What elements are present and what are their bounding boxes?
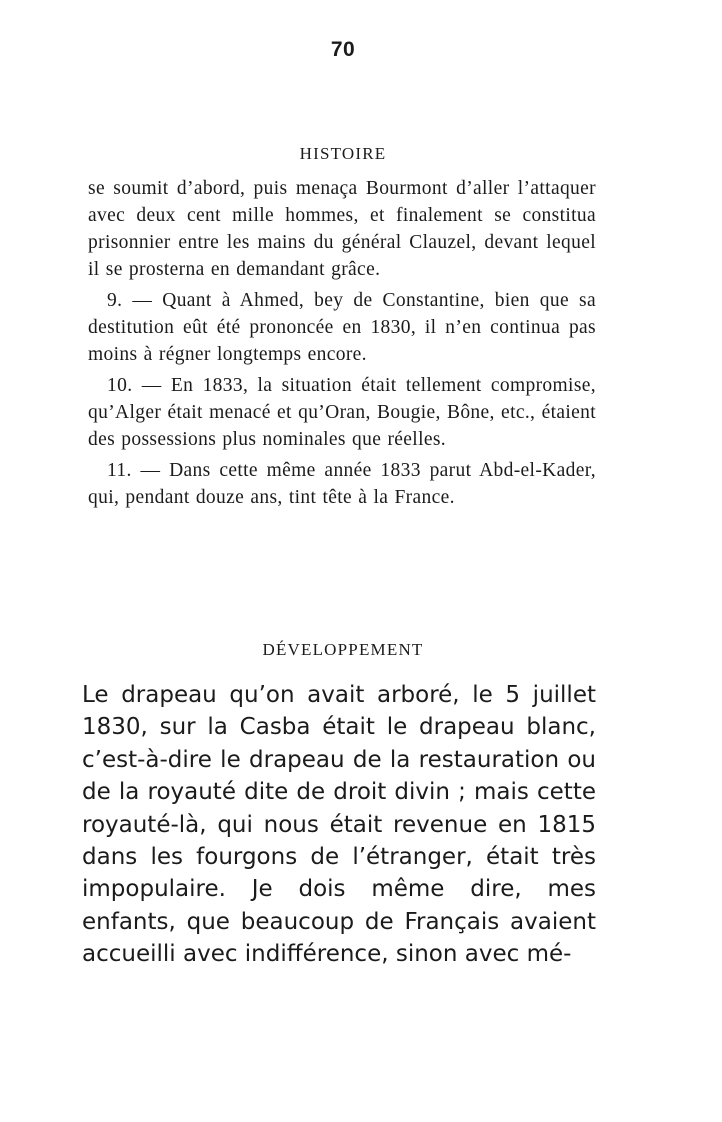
- histoire-paragraph: se soumit d’abord, puis menaça Bourmont d’aller l’attaquer avec deux cent mille hommes, et finalement se constitua prisonnier entre les mains du général Clauzel, devant lequel il se prosterna en demandant grâce.: [88, 178, 596, 280]
- section-title-histoire: HISTOIRE: [299, 144, 387, 163]
- histoire-paragraph: 10. — En 1833, la situation était tellement compromise, qu’Alger était menacé et qu’Oran, Bougie, Bône, etc., étaient des possessions plus nominales que réelles.: [88, 375, 596, 450]
- histoire-paragraph: 9. — Quant à Ahmed, bey de Constantine, bien que sa destitution eût été prononcée en 1830, il n’en continua pas moins à régner longtemps encore.: [88, 290, 596, 365]
- histoire-section: [88, 175, 596, 515]
- section-title-developpement: DÉVELOPPEMENT: [262, 640, 424, 659]
- developpement-section: [82, 679, 596, 971]
- histoire-paragraph: 11. — Dans cette même année 1833 parut Abd-el-Kader, qui, pendant douze ans, tint tête à la France.: [88, 460, 596, 508]
- developpement-paragraph: Le drapeau qu’on avait arboré, le 5 juillet 1830, sur la Casba était le drapeau blanc, c’est-à-dire le drapeau de la restauration ou de la royauté dite de droit divin ; mais cette royauté-là, qui nous était revenue en 1815 dans les fourgons de l’étranger, était très impopulaire. Je dois même dire, mes enfants, que beaucoup de Français avaient accueilli avec indifférence, sinon avec mé-: [82, 682, 596, 968]
- page-number: 70: [330, 38, 356, 61]
